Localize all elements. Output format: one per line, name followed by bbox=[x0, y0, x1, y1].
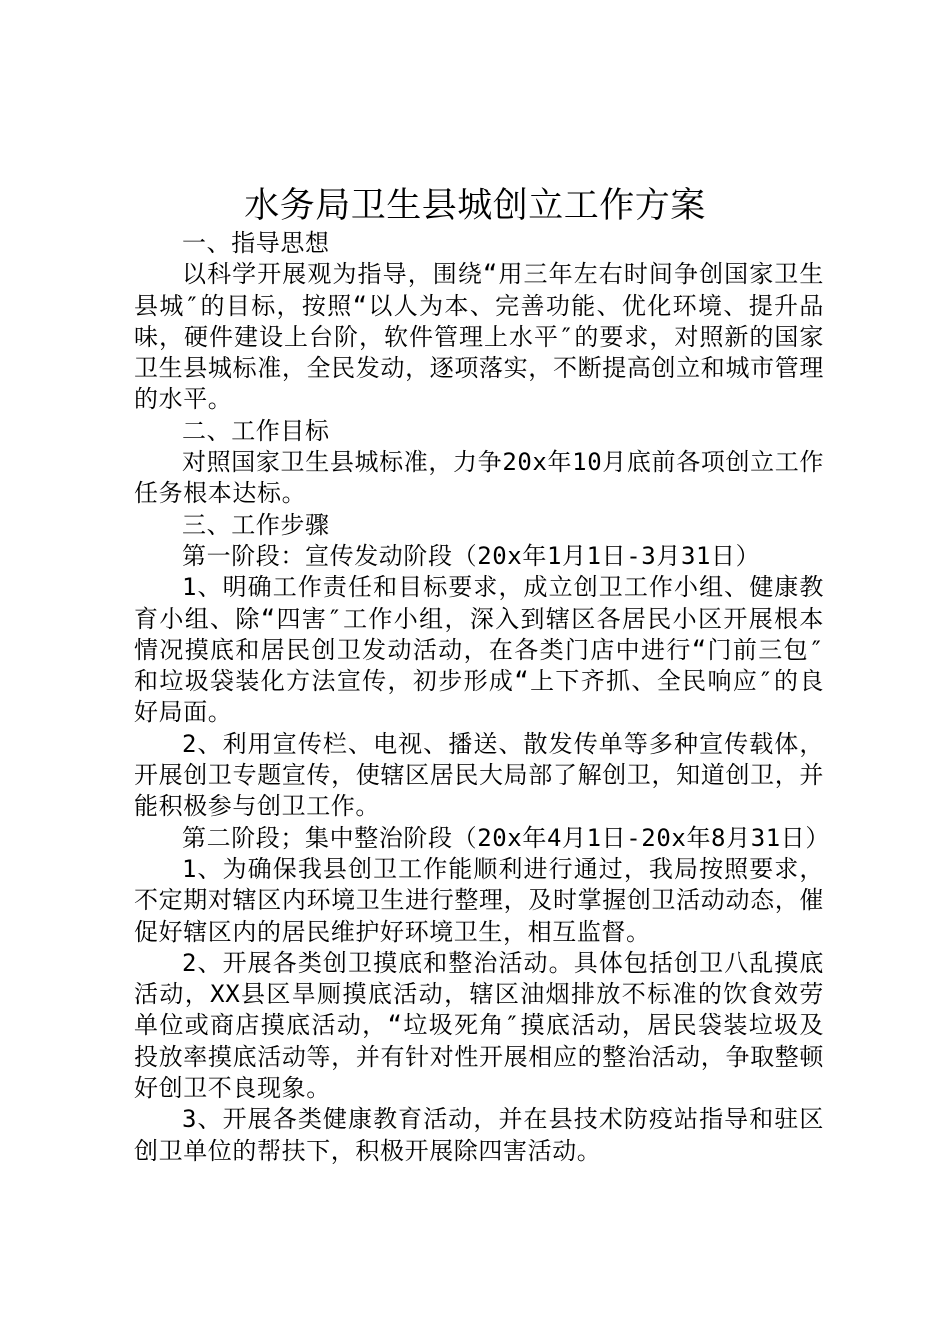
section-heading-work-goal: 二、工作目标 bbox=[182, 416, 330, 445]
section-heading-guiding-ideology: 一、指导思想 bbox=[182, 229, 330, 257]
stage-one-item-2: 2、利用宣传栏、电视、播送、散发传单等多种宣传载体，开展创卫专题宣传，使辖区居民大局部了解创卫，知道创卫，并能积极参与创卫工作。 bbox=[134, 729, 824, 821]
section-heading-work-steps: 三、工作步骤 bbox=[182, 510, 330, 539]
stage-two-item-1: 1、为确保我县创卫工作能顺利进行通过，我局按照要求，不定期对辖区内环境卫生进行整理，及时掌握创卫活动动态，催促好辖区内的居民维护好环境卫生，相互监督。 bbox=[134, 854, 824, 946]
stage-two-item-3: 3、开展各类健康教育活动，并在县技术防疫站指导和驻区创卫单位的帮扶下，积极开展除四害活动。 bbox=[134, 1105, 824, 1165]
stage-one-heading: 第一阶段：宣传发动阶段（20x年1月1日-3月31日） bbox=[182, 541, 761, 570]
document-page bbox=[134, 184, 830, 1167]
paragraph-work-goal: 对照国家卫生县城标准，力争20x年10月底前各项创立工作任务根本达标。 bbox=[134, 448, 824, 508]
paragraph-guiding-ideology: 以科学开展观为指导，围绕“用三年左右时间争创国家卫生县城″的目标，按照“以人为本、完善功能、优化环境、提升品味，硬件建设上台阶，软件管理上水平″的要求，对照新的国家卫生县城标准，全民发动，逐项落实，不断提高创立和城市管理的水平。 bbox=[134, 260, 824, 414]
stage-two-item-2: 2、开展各类创卫摸底和整治活动。具体包括创卫八乱摸底活动，XX县区旱厕摸底活动，辖区油烟排放不标准的饮食效劳单位或商店摸底活动，“垃圾死角″摸底活动，居民袋装垃圾及投放率摸底活动等，并有针对性开展相应的整治活动，争取整顿好创卫不良现象。 bbox=[134, 948, 824, 1103]
stage-two-heading: 第二阶段；集中整治阶段（20x年4月1日-20x年8月31日） bbox=[182, 823, 830, 852]
document-title: 水务局卫生县城创立工作方案 bbox=[244, 186, 706, 226]
stage-one-item-1: 1、明确工作责任和目标要求，成立创卫工作小组、健康教育小组、除“四害″工作小组，深入到辖区各居民小区开展根本情况摸底和居民创卫发动活动，在各类门店中进行“门前三包″和垃圾袋装化方法宣传，初步形成“上下齐抓、全民响应″的良好局面。 bbox=[134, 573, 824, 727]
